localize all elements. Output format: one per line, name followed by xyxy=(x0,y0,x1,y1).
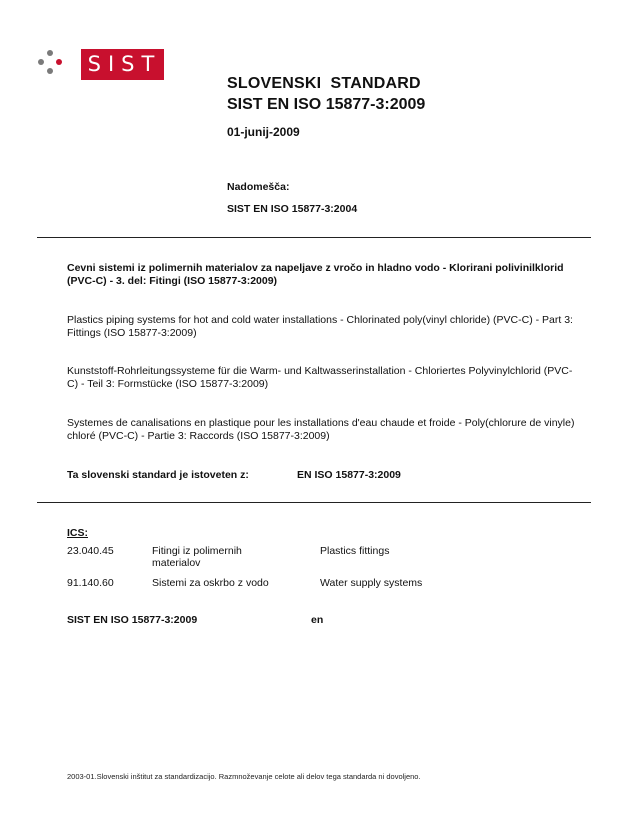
identical-value: EN ISO 15877-3:2009 xyxy=(297,469,401,481)
sist-logo: SIST xyxy=(81,49,164,80)
summary-code: SIST EN ISO 15877-3:2009 xyxy=(67,614,198,626)
supersedes-value: SIST EN ISO 15877-3:2004 xyxy=(227,203,358,215)
ics-description-en: Plastics fittings xyxy=(320,545,390,557)
publication-date: 01-junij-2009 xyxy=(227,125,300,139)
divider-top xyxy=(37,237,591,238)
divider-bottom xyxy=(37,502,591,503)
title-english: Plastics piping systems for hot and cold water installations - Chlorinated poly(vinyl chloride) (PVC-C) - Part 3: Fittings (ISO 15877-3:2009) xyxy=(67,314,573,339)
ics-code: 91.140.60 xyxy=(67,577,114,589)
supersedes-label: Nadomešča: xyxy=(227,181,290,193)
ics-description-en: Water supply systems xyxy=(320,577,423,589)
ics-heading: ICS: xyxy=(67,527,88,539)
standard-code: SIST EN ISO 15877-3:2009 xyxy=(227,96,426,113)
identical-label: Ta slovenski standard je istoveten z: xyxy=(67,469,249,481)
sist-logo-dots xyxy=(36,48,76,88)
title-german: Kunststoff-Rohrleitungssysteme für die Warm- und Kaltwasserinstallation - Chloriertes Polyvinylchlorid (PVC-C) - Teil 3: Formstücke (ISO 15877-3:2009) xyxy=(67,365,573,390)
standard-type: SLOVENSKI STANDARD xyxy=(227,75,421,92)
title-french: Systemes de canalisations en plastique pour les installations d'eau chaude et froide - Poly(chlorure de vinyle) chloré (PVC-C) - Partie 3: Raccords (ISO 15877-3:2009) xyxy=(67,417,575,442)
copyright-footer: 2003-01.Slovenski inštitut za standardizacijo. Razmnoževanje celote ali delov tega standarda ni dovoljeno. xyxy=(67,772,421,781)
summary-language: en xyxy=(311,614,324,626)
ics-description-sl: Sistemi za oskrbo z vodo xyxy=(152,577,269,589)
ics-code: 23.040.45 xyxy=(67,545,114,557)
title-slovenian: Cevni sistemi iz polimernih materialov za napeljave z vročo in hladno vodo - Klorirani polivinilklorid (PVC-C) - 3. del: Fitingi (ISO 15877-3:2009) xyxy=(67,262,564,287)
ics-description-sl: Fitingi iz polimernih materialov xyxy=(152,545,242,569)
